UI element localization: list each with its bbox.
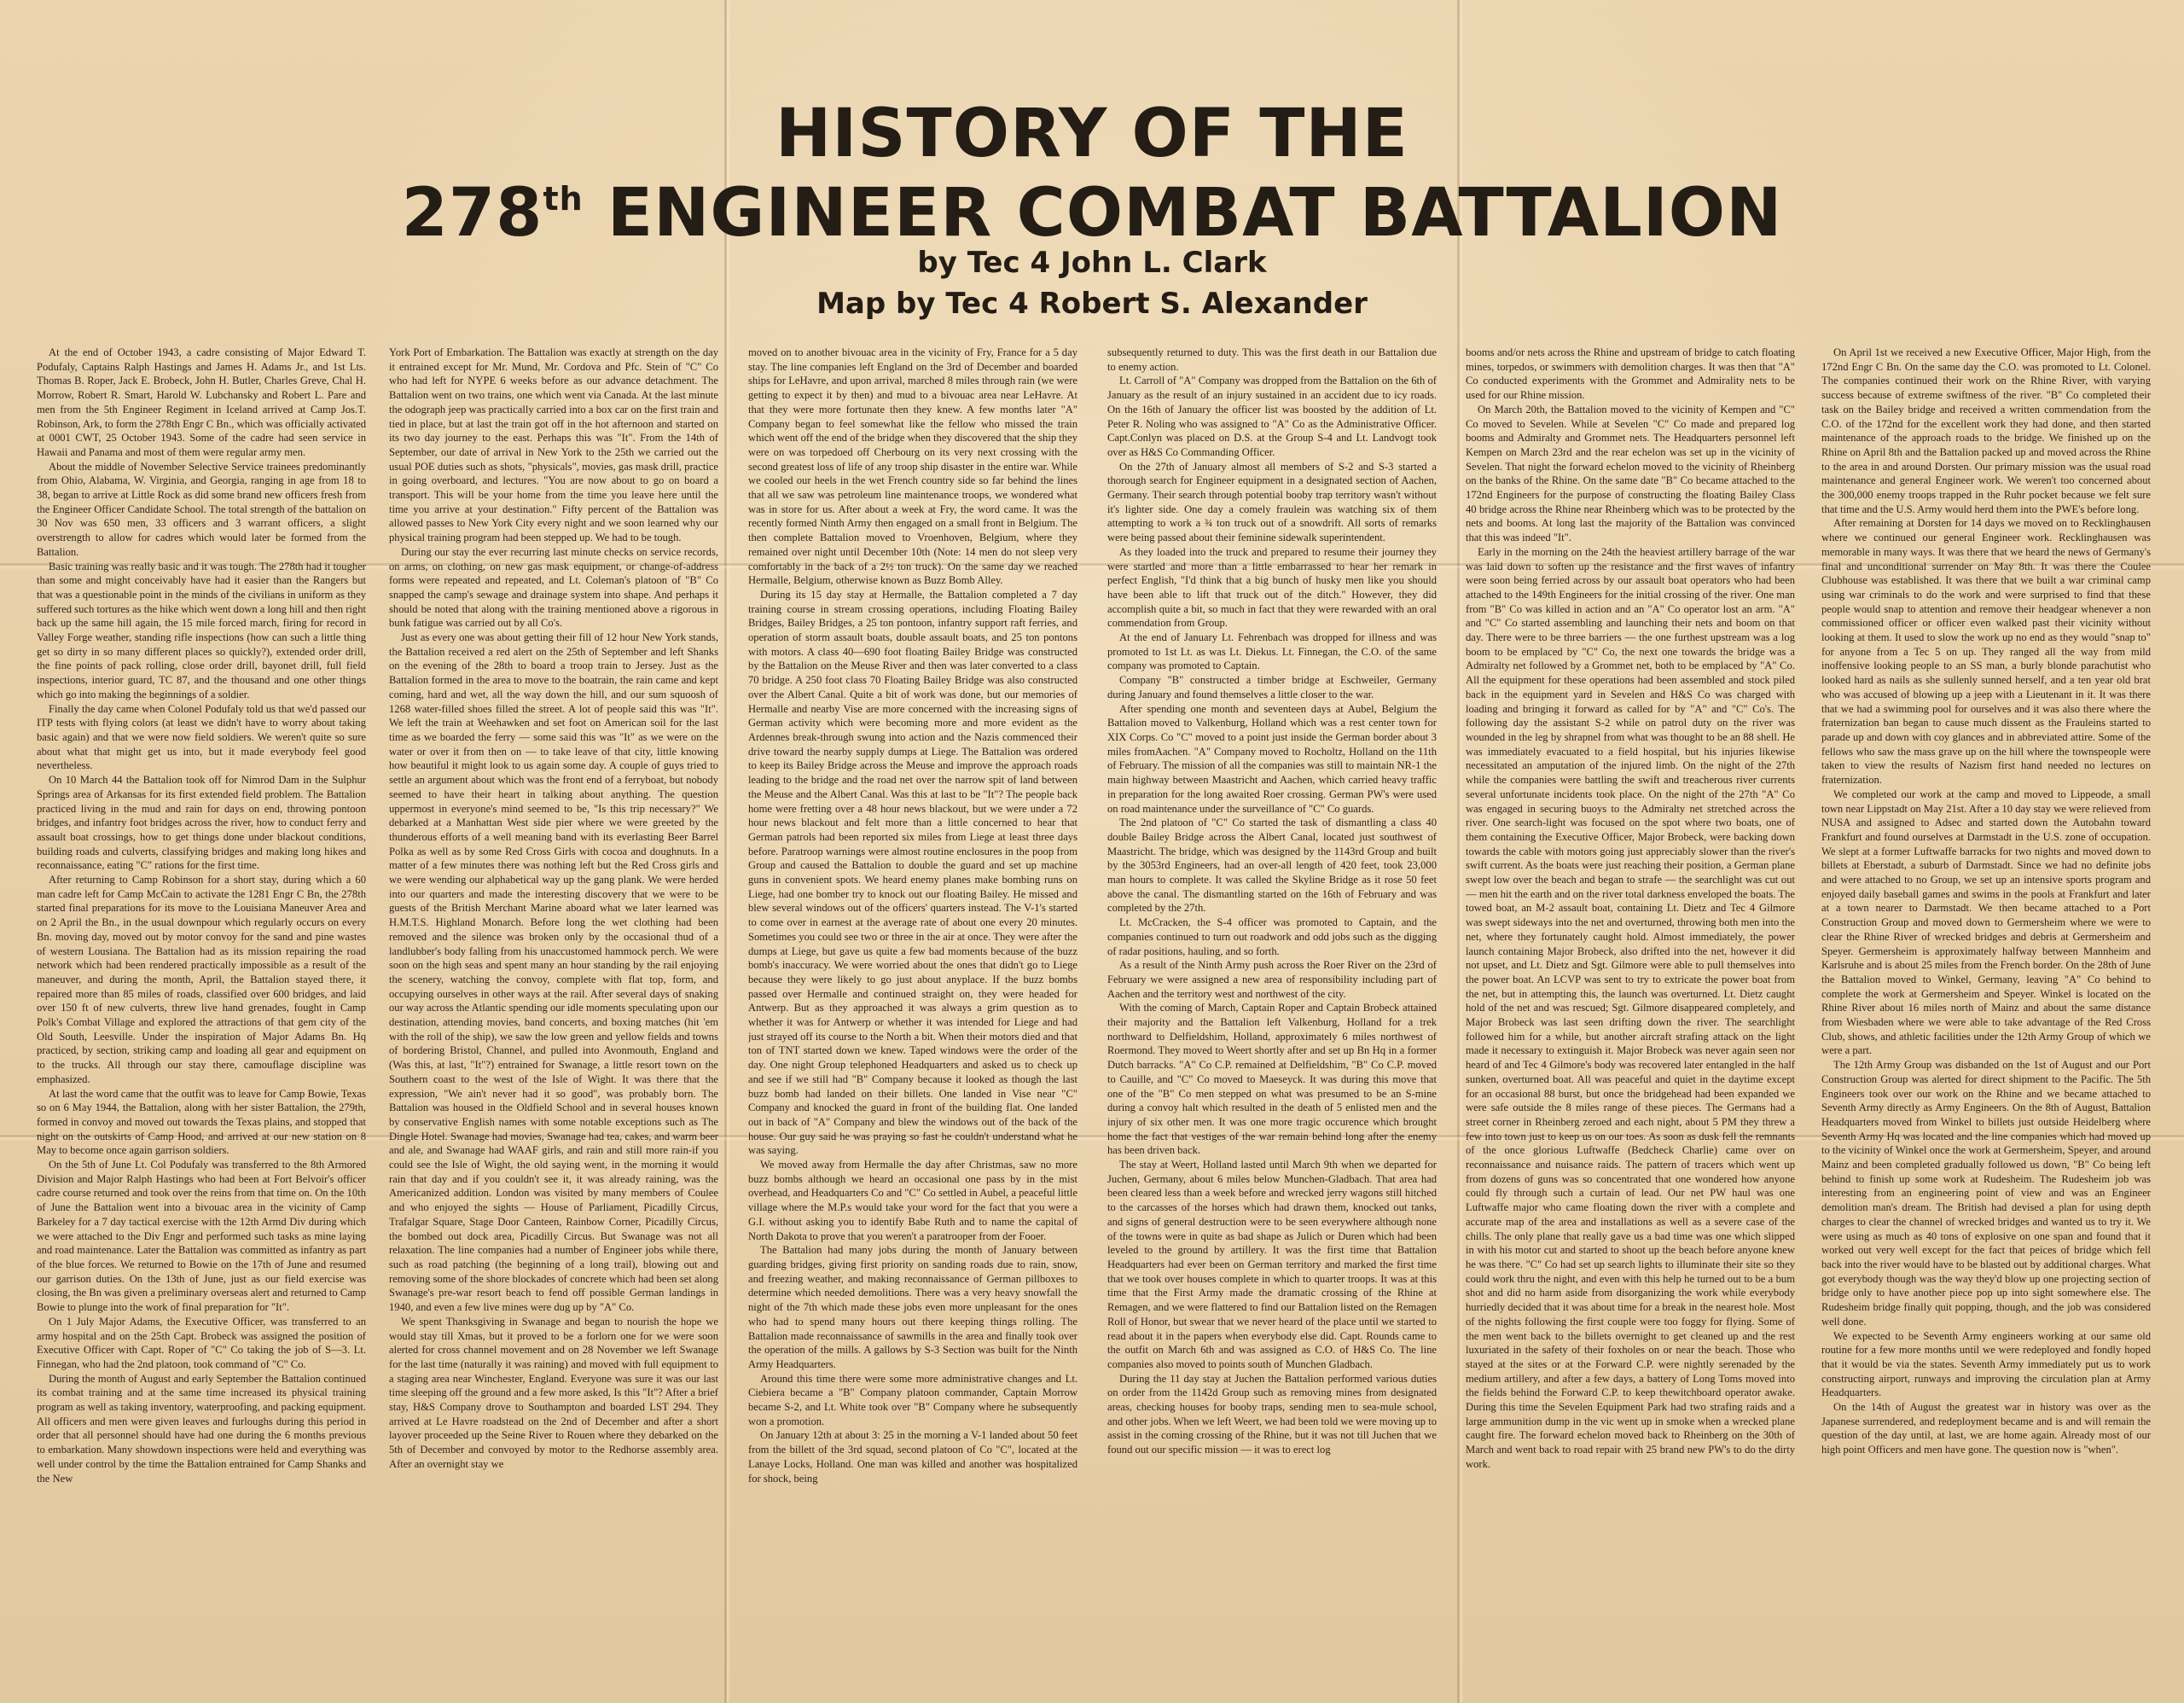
paragraph: As a result of the Ninth Army push across the Roer River on the 23rd of February we were assigned a new area of responsibility including part of Aachen and the territory west and northwest of the city.: [1107, 959, 1437, 1000]
document-title-line-2: [0, 160, 2184, 252]
paragraph: During the 11 day stay at Juchen the Battalion performed various duties on order from the 1142d Group such as removing mines from designated areas, checking houses for booby traps, sending men to sea-mule school, and other jobs. When we left Weert, we had been told we were moving up to assist in the coming crossing of the Rhine, but it was not till Juchen that we found out our specific mission — it was to erect log: [1107, 1372, 1437, 1456]
text-column-4: [1107, 346, 1437, 1677]
paragraph: On the 27th of January almost all members of S-2 and S-3 started a thorough search for Engineer equipment in a designated section of Aachen, Germany. Their search through potential booby trap territory wasn't without it's lighter side. One day a comely fraulein was watching six of them attempting to work a ¾ ton truck out of a snowdrift. All sorts of remarks were being passed about their feminine sidewalk superintendent.: [1107, 460, 1437, 544]
paragraph: subsequently returned to duty. This was the first death in our Battalion due to enemy action.: [1107, 346, 1437, 373]
paragraph: On March 20th, the Battalion moved to the vicinity of Kempen and "C" Co moved to Sevelen. While at Sevelen "C" Co made and prepared log booms and Admiralty and Grommet nets. The Headquarters personnel left Kempen on March 23rd and the rear echelon was set up in the vicinity of Sevelen. That night the forward echelon moved to the vicinity of Rheinberg on the banks of the Rhine. On the same date "B" Co became attached to the 172nd Engineers for the purpose of constructing the floating Bailey Class 40 bridge across the Rhine near Rheinberg which was to be protected by the nets and booms. At long last the majority of the Battalion was convinced that this was indeed "It".: [1466, 403, 1795, 544]
paragraph: After spending one month and seventeen days at Aubel, Belgium the Battalion moved to Valkenburg, Holland which was a rest center town for XIX Corps. Co "C" moved to a point just inside the German border about 3 miles fromAachen. "A" Company moved to Rocholtz, Holland on the 11th of February. The mission of all the companies was still to maintain NR-1 the main highway between Maastricht and Aachen, which carried heavy traffic in preparation for the long awaited Roer crossing. German PW's were used on road maintenance under the surveillance of "C" Co guards.: [1107, 702, 1437, 815]
paragraph: On 10 March 44 the Battalion took off for Nimrod Dam in the Sulphur Springs area of Arkansas for its first extended field problem. The Battalion practiced living in the mud and rain for days on end, throwing pontoon bridges, and infantry foot bridges across the river, how to conduct ferry and assault boat crossings, how to get things done under blackout conditions, building roads and culverts, classifying bridges and making long hikes and reconnaissance, eating "C" rations for the first time.: [37, 774, 366, 872]
paragraph: After remaining at Dorsten for 14 days we moved on to Recklinghausen where we continued our general Engineer work. Recklinghausen was memorable in many ways. It was there that we heard the news of Germany's final and unconditional surrender on May 8th. It was there the Coulee Clubhouse was established. It was there that we built a war criminal camp using war criminals to do the work and were surprised to find that these people would snap to attention and remove their headgear whenever a non commissioned officer or officer even walked past their vicinity without looking at them. It used to slow the work up no end as they would "snap to" for anyone from a Tec 5 on up. They ranged all the way from mild inoffensive looking people to an SS man, a burly blonde parachutist who looked hard as nails as she sullenly sunned herself, and a ten year old brat who was accused of blowing up a jeep with a Lieutenant in it. It was there that we had a swimming pool for ourselves and it was also there where the fraternization ban began to cause much dissent as the Frauleins started to parade up and down with coy glances and in abbreviated attire. Some of the fellows who saw the mass grave up on the hill where the townspeople were taken to view the results of Nazism first hand needed no lectures on fraternization.: [1821, 517, 2151, 787]
author-byline: by Tec 4 John L. Clark: [917, 246, 1267, 280]
paragraph: About the middle of November Selective Service trainees predominantly from Ohio, Alabama, W. Virginia, and Georgia, ranging in age from 18 to 38, began to arrive at Little Rock as did some brand new officers fresh from the Engineer Officer Candidate School. The total strength of the battalion on 30 Nov was 650 men, 33 officers and 3 warrant officers, a slight overstrength to allow for cadres which would later be formed from the Battalion.: [37, 460, 366, 558]
paragraph: booms and/or nets across the Rhine and upstream of bridge to catch floating mines, torpedos, or swimmers with demolition charges. It was then that "A" Co conducted experiments with the Grommet and Admirality nets to be used for our Rhine mission.: [1466, 346, 1795, 402]
text-column-3: [748, 346, 1077, 1677]
title-battalion-name: ENGINEER COMBAT BATTALION: [583, 175, 1783, 252]
paragraph: On the 14th of August the greatest war in history was over as the Japanese surrendered, and redeployment became and is and will remain the question of the day until, at last, we are home again. Already most of our high point Officers and men have gone. The question now is "when".: [1821, 1401, 2151, 1456]
paragraph: We spent Thanksgiving in Swanage and began to nourish the hope we would stay till Xmas, but it proved to be a forlorn one for we were soon alerted for cross channel movement and on 28 November we left Swanage for the last time (naturally it was raining) and moved with full equipment to a staging area near Winchester, England. Everyone was sure it was our last time sleeping off the ground and a few more asked, Is this "It"? After a brief stay, H&S Company drove to Southampton and boarded LST 294. They arrived at Le Havre roadstead on the 2nd of December and after a short layover proceeded up the Seine River to Rouen where they debarked on the 5th of December and convoyed by motor to the Redhorse assembly area. After an overnight stay we: [389, 1315, 718, 1470]
paragraph: During our stay the ever recurring last minute checks on service records, on arms, on clothing, on new gas mask equipment, or change-of-address forms were repeated and repeated, and Lt. Coleman's platoon of "B" Co snapped the camp's sewage and drainage system into shape. And perhaps it should be noted that along with the training mentioned above a rigorous in bunk fatigue was carried out by all Co's.: [389, 545, 718, 630]
paragraph: Around this time there were some more administrative changes and Lt. Ciebiera became a "B" Company platoon commander, Captain Morrow became S-2, and Lt. White took over "B" Company where he subsequently won a promotion.: [748, 1372, 1077, 1427]
text-column-1: [37, 346, 366, 1677]
paragraph: Just as every one was about getting their fill of 12 hour New York stands, the Battalion received a red alert on the 25th of September and left Shanks on the evening of the 28th to board a troop train to Jersey. Just as the Battalion formed in the area to move to the boatrain, the rain came and kept coming, hard and wet, all the way down the hill, and our sum squoosh of 1268 water-filled shoes filled the street. A lot of people said this was "It". We left the train at Weehawken and set foot on American soil for the last time as we boarded the ferry — some said this was "It" as we were on the water or over it from then on — to take leave of that city, little knowing how beautiful it might look to us again some day. A couple of guys tried to settle an argument about which was the front end of a ferryboat, but nobody seemed to have their heart in talking about anything. The question uppermost in everyone's mind seemed to be, "Is this trip necessary?" We debarked at a Manhattan West side pier where we were greeted by the thunderous efforts of a well meaning band with its everlasting Beer Barrel Polka as well as by some Red Cross Girls with cocoa and doughnuts. In a matter of a few minutes there was nothing left but the Red Cross girls and we were wending our alphabetical way up the gang plank. We were herded into our quarters and made the interesting discovery that we were to be guests of the British Merchant Marine aboard what we later learned was H.M.T.S. Highland Monarch. Before long the wet clothing had been removed and the silence was broken only by the occasional thud of a landlubber's body falling from his unaccustomed hammock perch. We were soon on the high seas and spent many an hour standing by the rail enjoying the scenery, watching the convoy, complete with flat top, form, and occupying ourselves in other ways at the rail. After several days of snaking our way across the Atlantic spending our idle moments speculating upon our destination, attending movies, band concerts, and boxing matches (hit 'em with the roll of the ship), we saw the low green and yellow fields and towns of bordering Bristol, Channel, and pulled into Avonmouth, England and (Was this, at last, "It"?) entrained for Swanage, a little resort town on the Southern coast to the west of the Isle of Wight. It was there that the expression, "We ain't never had it so good", was probably born. The Battalion was housed in the Oldfield School and in several houses known by conservative English names with some notable exceptions such as The Dingle Hotel. Swanage had movies, Swanage had tea, cakes, and warm beer and ale, and Swanage had WAAF girls, and rain and still more rain-if you could see the Isle of Wight, the old saying went, in the morning it would rain that day and if you couldn't see it, it was already raining, was the Americanized addition. London was visited by many members of Coulee and who enjoyed the sights — House of Parliament, Picadilly Circus, Trafalgar Square, Stage Door Canteen, Rainbow Corner, Picadilly Circus, the bombed out dock area, Picadilly Circus. But Swanage was not all relaxation. The line companies had a number of Engineer jobs while there, such as road patching (the beginning of a long trail), blowing out and removing some of the shore blockades of concrete which had been set along Swanage's pre-war resort beach to fend off possible German landings in 1940, and even a few live mines were dug up by "A" Co.: [389, 631, 718, 1314]
paragraph: With the coming of March, Captain Roper and Captain Brobeck attained their majority and the Battalion left Valkenburg, Holland for a trek northward to Delfieldshim, Holland, approximately 6 miles northwest of Roermond. They moved to Weert shortly after and set up Bn Hq in a former Dutch barracks. "A" Co C.P. remained at Delfieldshim, "B" Co C.P. moved to Cauille, and "C" Co moved to Maeseyck. It was during this move that one of the "B" Co men stepped on what was presumed to be an S-mine during a convoy halt which resulted in the death of 5 enlisted men and the injury of six other men. It was one more tragic occurence which brought home the fact that vestiges of the war remain behind long after the enemy has been driven back.: [1107, 1002, 1437, 1157]
paragraph: On January 12th at about 3: 25 in the morning a V-1 landed about 50 feet from the billett of the 3rd squad, second platoon of Co "C", located at the Lanaye Locks, Holland. One man was killed and another was hospitalized for shock, being: [748, 1429, 1077, 1485]
paragraph: During the month of August and early September the Battalion continued its combat training and at the same time increased its physical training program as well as taking inventory, waterproofing, and packing equipment. All officers and men were given leaves and furloughs during this period in order that all personnel should have had one during the 6 months previous to embarkation. Many showdown inspections were held and everything was well under control by the time the Battalion entrained for Camp Shanks and the New: [37, 1372, 366, 1485]
paragraph: After returning to Camp Robinson for a short stay, during which a 60 man cadre left for Camp McCain to activate the 1281 Engr C Bn, the 278th started final preparations for its move to the Louisiana Maneuver Area and on 2 April the Bn., in the usual downpour which regularly occurs on every Bn. moving day, moved out by motor convoy for the sand and pine wastes of western Lousiana. The Battalion had as its mission repairing the road network which had been rendered practically impossible as a result of the maneuver, and during the month, April, the Battalion stayed there, it repaired more than 85 miles of roads, classified over 600 bridges, and laid over 150 ft of new culverts, threw live hand grenades, fought in Camp Polk's Combat Village and explored the attractions of that gem city of the Old South, Leesville. Under the inspiration of Major Adams Bn. Hq practiced, by section, striking camp and loading all gear and equipment on to the trucks. All through our stay there, camouflage discipline was emphasized.: [37, 874, 366, 1085]
paragraph: York Port of Embarkation. The Battalion was exactly at strength on the day it entrained except for Mr. Mund, Mr. Cordova and Pfc. Stein of "C" Co who had left for NYPE 6 weeks before as our advance detachment. The Battalion went on two trains, one which went via Canada. At the last minute the odograph jeep was practically carried into a box car on the first train and tied in place, but at last the train got off in the hot afternoon and started on its two day journey to the east. Perhaps this was "It". From the 14th of September, our date of arrival in New York to the 25th we carried out the usual POE duties such as shots, "physicals", movies, gas mask drill, practice in going overboard, and lectures. "You are now about to go on board a transport. This will be your home from the time you leave here until the time you arrive at your destination." Fifty percent of the Battalion was allowed passes to New York City every night and we soon learned why our physical training program had been stepped up. We had to be tough.: [389, 346, 718, 544]
paragraph: The Battalion had many jobs during the month of January between guarding bridges, giving first priority on sanding roads due to rain, snow, and freezing weather, and making reconnaissance of German pillboxes to determine which needed demolitions. There was a very heavy snowfall the night of the 7th which made these jobs even more unpleasant for the ones who had to spend many hours out there keeping things rolling. The Battalion made reconnaissance of sawmills in the area and finally took over the operation of the mills. A gallows by S-3 Section was built for the Ninth Army Headquarters.: [748, 1244, 1077, 1370]
paragraph: At the end of October 1943, a cadre consisting of Major Edward T. Podufaly, Captains Ralph Hastings and James H. Adams Jr., and 1st Lts. Thomas B. Roper, Jack E. Brobeck, John H. Butler, Charles Greve, Chal H. Morrow, Robert R. Smart, Harold W. Lubchansky and Robert L. Pare and men from the 5th Engineer Regiment in Iceland arrived at Camp Jos.T. Robinson, Ark, to form the 278th Engr C Bn., which was officially activated at 0001 CWT, 25 October 1943. Some of the cadre had seen service in Hawaii and Panama and most of them were regular army men.: [37, 346, 366, 458]
paragraph: Finally the day came when Colonel Podufaly told us that we'd passed our ITP tests with flying colors (at least we didn't have to worry about taking basic again) and that we were now field soldiers. We weren't quite so sure about what that might get us into, but it made everybody feel good nevertheless.: [37, 702, 366, 772]
paragraph: At last the word came that the outfit was to leave for Camp Bowie, Texas so on 6 May 1944, the Battalion, along with her sister Battalion, the 279th, formed in convoy and moved out towards the Texas plains, and stopped that night on the outskirts of Camp Hood, and arrived at our new station on 8 May to become once again garrison soldiers.: [37, 1087, 366, 1157]
text-column-2: [389, 346, 718, 1677]
paragraph: Company "B" constructed a timber bridge at Eschweiler, Germany during January and found themselves a little closer to the war.: [1107, 674, 1437, 700]
paragraph: As they loaded into the truck and prepared to resume their journey they were startled and more than a little embarrassed to hear her remark in perfect English, "I'd think that a big bunch of husky men like you should have been able to lift that truck out of the ditch." However, they did accomplish quite a bit, so much in fact that they were rewarded with an oral commendation from Group.: [1107, 545, 1437, 630]
paragraph: Basic training was really basic and it was tough. The 278th had it tougher than some and might conceivably have had it easier than the Rangers but that was a questionable point in the minds of the civilians in uniform as they suffered such tortures as the hike which went down a long hill and then right back up the same hill again, the 15 mile forced march, firing for record in Valley Forge weather, standing rifle inspections (how can such a little thing get so dirty in so many different places so quickly?), extended order drill, the fine points of pack rolling, close order drill, bayonet drill, full field inspections, interior guard, TC 87, and the thousand and one other things which go into making the beginnings of a soldier.: [37, 560, 366, 700]
paragraph: Early in the morning on the 24th the heaviest artillery barrage of the war was laid down to soften up the resistance and the first waves of infantry were soon being ferried across by our assault boat operators who had been attached to the 149th Engineers for the initial crossing of the river. One man from "B" Co was killed in action and an "A" Co operator lost an arm. "A" and "C" Co started assembling and launching their nets and boom on that day. There were to be three barriers — the one furthest upstream was a log boom to be emplaced by "C" Co, the next one towards the bridge was a Admiralty net followed by a Grommet net, both to be emplaced by "A" Co. All the equipment for these operations had been assembled and stock piled back in the equipment yard in Sevelen and H&S Co was charged with loading and bringing it forward as called for by "A" and "C" Co's. The following day the assistant S-2 while on patrol duty on the river was wounded in the leg by shrapnel from what was thought to be an 88 shell. He was immediately evacuated to a field hospital, but his injuries likewise necessitated an amputation of the injured limb. On the night of the 27th while the companies were battling the swift and treacherous river currents several unfortunate incidents took place. On the night of the 27th "A" Co was engaged in securing buoys to the Admiralty net stretched across the river. One search-light was focused on the spot where two boats, one of them containing the Executive Officer, Major Brobeck, were backing down towards the cable with motors going just appreciably slower than the river's swift current. As the boats were just reaching their position, a German plane swept low over the beach and began to strafe — the searchlight was cut out — men hit the earth and on the river total darkness enveloped the boats. The towed boat, an M-2 assault boat, containing Lt. Dietz and Tec 4 Gilmore was swept sideways into the net and overturned, throwing both men into the net, where they fortunately caught hold. Almost immediately, the power launch containing Major Brobeck, also drifted into the net, however it did not upset, and Lt. Dietz and Sgt. Gilmore were able to pull themselves into the power boat. An LCVP was sent to try to extricate the power boat from the net, but in attempting this, the launch was overturned. Lt. Dietz caught hold of the net and was rescued; Sgt. Gilmore disappeared completely, and Major Brobeck was last seen drifting down the river. The searchlight followed him for a while, but another aircraft strafing attack on the light made it necessary to extinguish it. Major Brobeck was never again seen nor heard of and Tec 4 Gilmore's body was recovered later entangled in the half sunken, overturned boat. All was peaceful and quiet in the daytime except for an occasional 88 burst, but once the bridgehead had been expanded we were safe outside the 8 miles range of these pieces. The Germans had a street corner in Rheinberg zeroed and each night, about 5 PM they threw a few into town just to keep us on our toes. As soon as dusk fell the remnants of the once glorious Luftwaffe (Bedcheck Charlie) came over on reconnaissance and nuisance raids. The pattern of tracers which went up from dozens of guns was so concentrated that one wondered how anyone could fly through such a curtain of lead. Our net PW haul was one Luftwaffe major who came floating down the river with a complete and accurate map of the area and installations as well as a severe case of the chills. The only plane that really gave us a bad time was one which slipped in with his motor cut and started to shoot up the beach before anyone knew he was there. "C" Co had set up search lights to illuminate their site so they could work thru the night, and even with this help he turned out to be a bum shot and did no harm aside from disorganizing the work while everybody hurriedly decided that it was about time for a break in the nearest hole. Most of the nights following the first couple were too foggy for flying. Some of the men went back to the billets overnight to get cleaned up and the rest luxuriated in the safety of their foxholes on or near the beach. Those who stayed at the sites or at the Forward C.P. were nightly serenaded by the medium artillery, and after a few days, a battery of Long Toms moved into the fields behind the Forward C.P. to keep thewitchboard operator awake. During this time the Sevelen Equipment Park had two strafing raids and a large ammunition dump in the vic went up in smoke when a wrecked plane caught fire. The forward echelon moved back to Rheinberg on the 30th of March and went back to road repair with 25 brand new PW's to do the dirty work.: [1466, 545, 1795, 1470]
paragraph: At the end of January Lt. Fehrenbach was dropped for illness and was promoted to 1st Lt. as was Lt. Diekus. Lt. Finnegan, the C.O. of the same company was promoted to Captain.: [1107, 631, 1437, 672]
paragraph: The 12th Army Group was disbanded on the 1st of August and our Port Construction Group was alerted for direct shipment to the Pacific. The 5th Engineers took over our work on the Rhine and we became attached to Seventh Army directly as Army Engineers. On the 8th of August, Battalion Headquarters moved from Winkel to billets just outside Heidelberg where Seventh Army Hq was located and the line companies which had moved up to the vicinity of Winkel once the work at Germersheim, Speyer, and around Mainz and been completed gradually followed us down, "B" Co being left behind to finish up some work at Rudesheim. The Rudesheim job was interesting from an engineering point of view and was an Engineer demolition man's dream. The British had devised a plan for using depth charges to clear the channel of wrecked bridges and wanted us to try it. We were using as much as 40 tons of explosive on one span and found that it worked out very well except for the fact that peices of bridge which fell back into the river would have to be blasted out by additional charges. What got everybody though was the way they'd blow up one projecting section of bridge only to have another piece pop up into sight somewhere else. The Rudesheim bridge finally quit popping, though, and the job was considered well done.: [1821, 1059, 2151, 1328]
paragraph: The 2nd platoon of "C" Co started the task of dismantling a class 40 double Bailey Bridge across the Albert Canal, located just southwest of Maastricht. The bridge, which was designed by the 1143rd Group and built by the 3053rd Engineers, had an over-all length of 420 feet, took 23,000 man hours to complete. It was called the Skyline Bridge as it rose 50 feet above the canal. The dismantling started on the 16th of February and was completed by the 27th.: [1107, 817, 1437, 915]
paragraph: On the 5th of June Lt. Col Podufaly was transferred to the 8th Armored Division and Major Ralph Hastings who had been at Fort Belvoir's officer cadre course returned and took over the reins from that time on. On the 10th of June the Battalion went into a bivouac area in the vicinity of Camp Barkeley for a 7 day tactical exercise with the 12th Armd Div during which we were attached to the Div Engr and performed such tasks as mine laying and road maintenance. Later the Battalion was committed as infantry as part of the blue forces. We returned to Bowie on the 17th of June and resumed our garrison duties. On the 13th of June, just as our field exercise was closing, the Bn was given a preliminary overseas alert and returned to Camp Bowie to plunge into the work of final preparation for "It".: [37, 1159, 366, 1314]
title-ordinal-suffix: th: [543, 180, 584, 218]
text-column-6: [1821, 346, 2151, 1677]
map-byline: Map by Tec 4 Robert S. Alexander: [816, 287, 1368, 321]
paragraph: During its 15 day stay at Hermalle, the Battalion completed a 7 day training course in stream crossing operations, including Floating Bailey Bridges, Bailey Bridges, a 25 ton pontoon, infantry support raft ferries, and operation of storm assault boats, double assault boats, and 25 ton pontons with motors. A class 40—690 foot floating Bailey Bridge was constructed by the Battalion on the Meuse River and then was later converted to a class 70 bridge. A 250 foot class 70 Floating Bailey Bridge was also constructed over the Albert Canal. Quite a bit of work was done, but our memories of Hermalle and nearby Vise are more concerned with the increasing signs of German activity which were becoming more and more evident as the Ardennes break-through swung into action and the Nazis commenced their drive toward the nearby supply dumps at Liege. The Battalion was ordered to keep its Bailey Bridge across the Meuse and improve the approach roads leading to the bridge and the road net over the narrow spit of land between the Meuse and the Albert Canal. Was this at last to be "It"? The people back home were fretting over a 48 hour news blackout, but we were under a 72 hour news blackout and felt more than a little concerned to hear that German patrols had been reported six miles from Liege at least three days before. Paratroop warnings were almost routine enclosures in the poop from Group and caused the Battalion to double the guard and set up machine guns in convenient spots. We heard enemy planes make bombing runs on Liege, had one bomber try to knock out our floating Bailey. He missed and blew several windows out of the officers' quarters instead. The V-1's started to come over in earnest at the average rate of about one every 20 minutes. Sometimes you could see two or three in the air at once. They were after the dumps at Liege, but gave us quite a few bad moments because of the buzz bomb's inaccuracy. We were worried about the ones that didn't go to Liege because they were likely to go just about anyplace. If the buzz bombs passed over Hermalle and continued straight on, they were headed for Antwerp. But as they approached it was always a grim question as to whether it was for Antwerp or whether it was intended for Liege and had just strayed off its course to the North a bit. When their motors died and that ton of TNT started down we knew. Taped windows were the order of the day. One night Group telephoned Headquarters and asked us to check up and see if we still had "B" Company because it looked as though the last buzz bomb had landed on their billets. One landed in Vise near "C" Company and knocked the guard in front of the building flat. One landed out in back of "A" Company and blew the windows out of the back of the house. Our guy said he was praying so fast he couldn't understand what he was saying.: [748, 588, 1077, 1157]
paragraph: moved on to another bivouac area in the vicinity of Fry, France for a 5 day stay. The line companies left England on the 3rd of December and boarded ships for LeHavre, and upon arrival, marched 8 miles through rain (we were getting to expect it by then) and mud to a bivouac area near LeHavre. At that they were more fortunate then they knew. A few months later "A" Company began to feel somewhat like the fellow who missed the train which went off the end of the bridge when they discovered that the ship they were on was torpedoed off Cherbourg on its very next crossing with the second greatest loss of life of any troop ship disaster in the entire war. While we cooled our heels in the wet French country side so far behind the lines that all we saw was petroleum line maintenance troops, we wondered what was in store for us. After about a week at Fry, the word came. It was the recently formed Ninth Army then engaged on a small front in Belgium. The then complete Battalion moved to Vroenhoven, Belgium, where they remained over night until December 10th (Note: 14 men do not sleep very comfortably in the back of a 2½ ton truck). On the same day we reached Hermalle, Belgium, otherwise known as Buzz Bomb Alley.: [748, 346, 1077, 587]
paragraph: We expected to be Seventh Army engineers working at our same old routine for a few more months until we were redeployed and fondly hoped that it would be via the states. Seventh Army immediately put us to work constructing airport, runways and improving the circulation plan at Army Headquarters.: [1821, 1329, 2151, 1399]
document-title-line-1: HISTORY OF THE: [775, 96, 1409, 172]
paragraph: The stay at Weert, Holland lasted until March 9th when we departed for Juchen, Germany, about 6 miles below Munchen-Gladbach. That area had been cleared less than a week before and wrecked jerry wagons still hitched to the carcasses of the horses which had drawn them, knocked out tanks, and signs of general destruction were to be seen everywhere although none of the towns were in quite as bad shape as Julich or Duren which had been leveled to the ground by artillery. It was the first time that Battalion Headquarters had ever been on German territory and marked the first time that we took over houses complete in which to quarter troops. It was at this time that the First Army made the dramatic crossing of the Rhine at Remagen, and we were flattered to find our Battalion listed on the Remagen Roll of Honor, but swear that we never heard of the place until we started to read about it in the papers when everybody else did. Capt. Rounds came to the outfit on March 6th and was assigned as C.O. of H&S Co. The line companies also moved to points south of Munchen Gladbach.: [1107, 1159, 1437, 1370]
text-column-5: [1466, 346, 1795, 1677]
paragraph: We completed our work at the camp and moved to Lippeode, a small town near Lippstadt on May 21st. After a 10 day stay we were relieved from NUSA and assigned to Adsec and started down the Autobahn toward Frankfurt and found ourselves at Darmstadt in the U.S. zone of occupation. We slept at a former Luftwaffe barracks for two nights and moved down to billets at Eberstadt, a suburb of Darmstadt. Since we had no definite jobs and were attached to no Group, we set up an intensive sports program and enjoyed daily baseball games and swims in the pools at Frankfurt and later at a town nearer to Darmstadt. We then became attached to a Port Construction Group and moved down to Germersheim where we were to clear the Rhine River of wrecked bridges and debris at Germersheim and Speyer. Germersheim is approximately halfway between Mannheim and Karlsruhe and is about 25 miles from the French border. On the 28th of June the Battalion moved to Winkel, Germany, leaving "A" Co behind to complete the work at Germersheim and Speyer. Winkel is located on the Rhine River about 16 miles north of Mainz and about the same distance from Wiesbaden where we were able to take advantage of the Red Cross Club, shows, and athletic facilities under the 12th Army Group of which we were a part.: [1821, 788, 2151, 1057]
paragraph: On 1 July Major Adams, the Executive Officer, was transferred to an army hospital and on the 25th Capt. Brobeck was assigned the position of Executive Officer with Capt. Roper of "C" Co taking the job of S—3. Lt. Finnegan, who had the 2nd platoon, took command of "C" Co.: [37, 1315, 366, 1370]
paragraph: Lt. McCracken, the S-4 officer was promoted to Captain, and the companies continued to turn out roadwork and odd jobs such as the digging of radar positions, hauling, and so forth.: [1107, 916, 1437, 957]
paragraph: Lt. Carroll of "A" Company was dropped from the Battalion on the 6th of January as the result of an injury sustained in an accident due to icy roads. On the 16th of January the officer list was boosted by the addition of Lt. Peter R. Noling who was assigned to "A" Co as the Administrative Officer. Capt.Conlyn was placed on D.S. at the Group S-4 and Lt. Landvogt took over as H&S Co Commanding Officer.: [1107, 375, 1437, 458]
paragraph: On April 1st we received a new Executive Officer, Major High, from the 172nd Engr C Bn. On the same day the C.O. was promoted to Lt. Colonel. The companies continued their work on the Rhine River, with varying success because of extreme swiftness of the river. "B" Co completed their task on the Bailey bridge and received a written commendation from the C.O. of the 172nd for the excellent work they had done, and then started maintenance of the approach roads to the bridge. We finished up on the Rhine on April 8th and the Battalion packed up and moved across the Rhine to the area in and around Dorsten. Our primary mission was the usual road maintenance and general Engineer work. We weren't too concerned about the 300,000 enemy troops trapped in the Ruhr pocket because we felt sure that time and the U.S. Army would herd them into the PWE's before long.: [1821, 346, 2151, 515]
paragraph: We moved away from Hermalle the day after Christmas, saw no more buzz bombs although we heard an occasional one pass by in the mist overhead, and Headquarters Co and "C" Co settled in Aubel, a peaceful little village where the M.P.s would take your word for the fact that you were a G.I. without asking you to identify Babe Ruth and to name the capital of North Dakota to prove that you weren't a paratrooper from der Fooer.: [748, 1159, 1077, 1242]
title-battalion-number: 278: [401, 175, 543, 252]
